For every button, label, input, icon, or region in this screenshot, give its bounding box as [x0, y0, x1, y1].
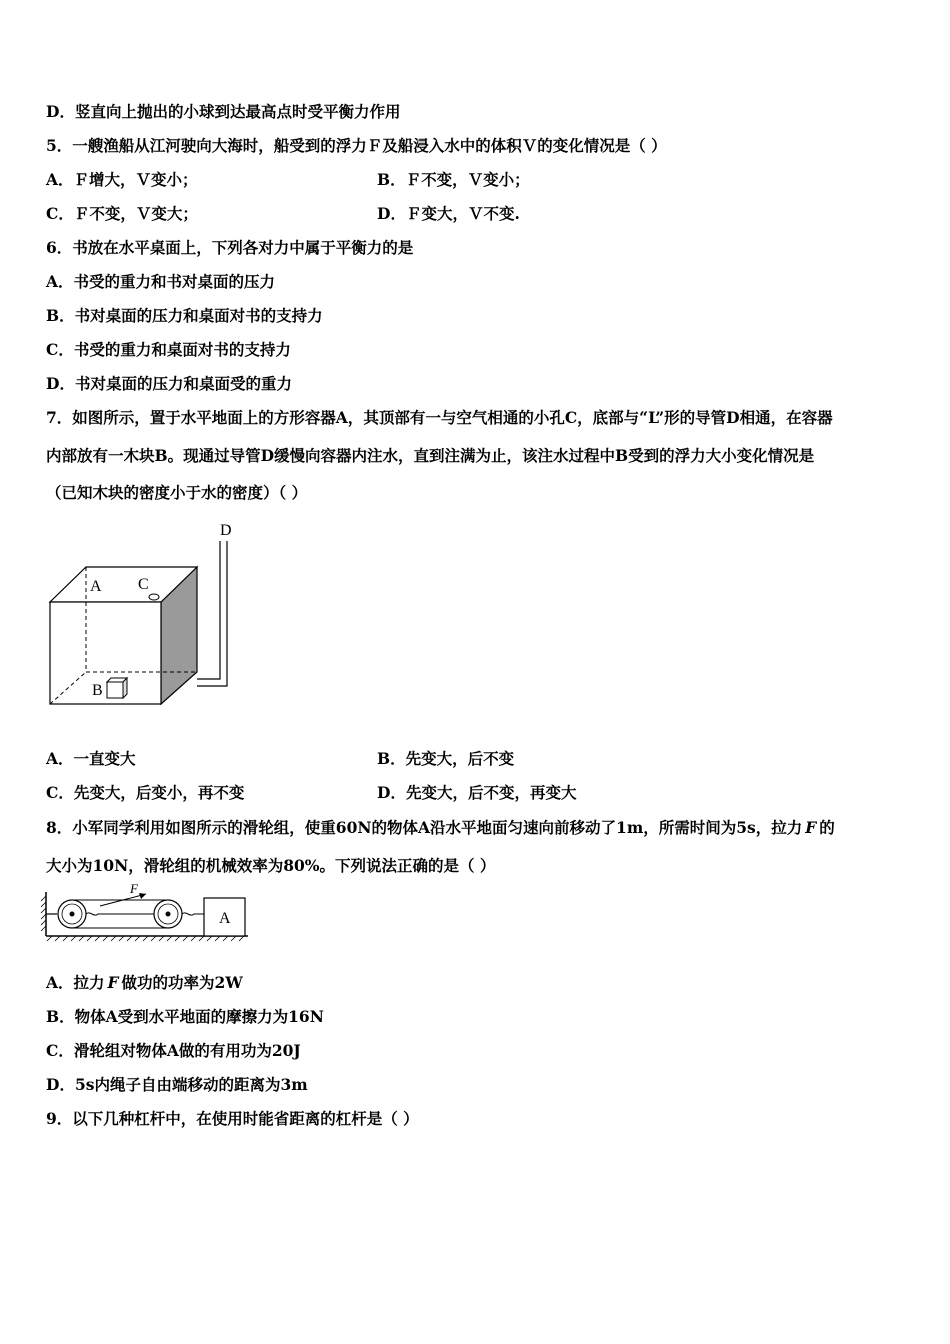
- q5-option-c: C．Ｆ不变，Ｖ变大；: [46, 204, 198, 223]
- q6-option-b: B．书对桌面的压力和桌面对书的支持力: [46, 306, 323, 325]
- q5-option-a: A．Ｆ增大，Ｖ变小；: [46, 170, 198, 189]
- q6-option-d: D．书对桌面的压力和桌面受的重力: [46, 374, 292, 393]
- q7-option-b: B．先变大，后不变: [377, 749, 515, 768]
- q6-option-a: A．书受的重力和书对桌面的压力: [46, 272, 276, 291]
- q8-label-a: A: [219, 910, 231, 927]
- q8-option-a-post: 做功的功率为2W: [121, 973, 243, 992]
- q8-option-d: D．5s内绳子自由端移动的距离为3m: [46, 1075, 308, 1094]
- q7-label-c: C: [138, 576, 149, 593]
- q7-stem-line-3: （已知木块的密度小于水的密度）（ ）: [46, 483, 308, 502]
- q7-option-c: C．先变大，后变小，再不变: [46, 783, 245, 802]
- q8-option-a-force-symbol: F: [107, 973, 119, 992]
- q8-option-b: B．物体A受到水平地面的摩擦力为16N: [46, 1007, 324, 1026]
- q7-option-a: A．一直变大: [46, 749, 136, 768]
- q8-stem-end: 的: [819, 818, 835, 837]
- q8-stem-force-symbol: F: [805, 818, 817, 837]
- q7-label-a: A: [90, 578, 102, 595]
- q8-option-c: C．滑轮组对物体A做的有用功为20J: [46, 1041, 301, 1060]
- q6-option-c: C．书受的重力和桌面对书的支持力: [46, 340, 291, 359]
- q7-container-figure: [40, 515, 250, 715]
- q7-option-d: D．先变大，后不变，再变大: [377, 783, 577, 802]
- q4-option-d: D．竖直向上抛出的小球到达最高点时受平衡力作用: [46, 102, 401, 121]
- q6-stem: 6．书放在水平桌面上，下列各对力中属于平衡力的是: [46, 238, 414, 257]
- q7-label-b: B: [92, 682, 103, 699]
- q8-stem-line-1: [46, 817, 835, 839]
- q9-stem: 9．以下几种杠杆中，在使用时能省距离的杠杆是（ ）: [46, 1109, 419, 1128]
- q8-option-a: [46, 972, 243, 994]
- q7-stem-line-1: 7．如图所示，置于水平地面上的方形容器A，其顶部有一与空气相通的小孔C，底部与“L”形的导管D相通，在容器: [46, 408, 833, 427]
- q8-label-f: F: [130, 882, 138, 896]
- q5-stem: 5．一艘渔船从江河驶向大海时，船受到的浮力Ｆ及船浸入水中的体积Ｖ的变化情况是（ ）: [46, 136, 667, 155]
- q7-stem-line-2: 内部放有一木块B。现通过导管D缓慢向容器内注水，直到注满为止，该注水过程中B受到的浮力大小变化情况是: [46, 446, 815, 465]
- q8-option-a-pre: A．拉力: [46, 973, 105, 992]
- q8-pulley-figure: [40, 882, 260, 944]
- q5-option-d: D．Ｆ变大，Ｖ不变.: [377, 204, 520, 223]
- q8-stem-text: 8．小军同学利用如图所示的滑轮组，使重60N的物体A沿水平地面匀速向前移动了1m，所需时间为5s，拉力: [46, 818, 803, 837]
- q7-label-d: D: [220, 522, 232, 539]
- q8-stem-line-2: 大小为10N，滑轮组的机械效率为80%。下列说法正确的是（ ）: [46, 856, 496, 875]
- q5-option-b: B．Ｆ不变，Ｖ变小；: [377, 170, 530, 189]
